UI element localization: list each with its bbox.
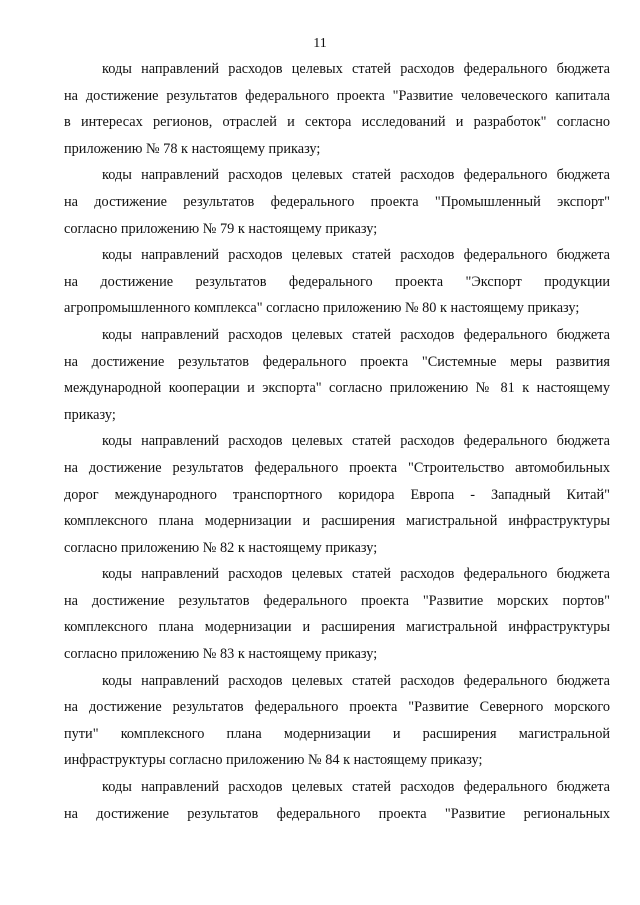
text-line: согласно приложению № 83 к настоящему приказу; bbox=[64, 646, 378, 663]
text-line: коды направлений расходов целевых статей расходов федерального бюджета bbox=[102, 247, 610, 264]
text-line: коды направлений расходов целевых статей расходов федерального бюджета bbox=[102, 61, 610, 77]
text-line: пути" комплексного плана модернизации и расширения магистральной bbox=[64, 725, 610, 742]
text-line: приложению № 78 к настоящему приказу; bbox=[64, 140, 321, 157]
text-line: на достижение результатов федерального проекта "Промышленный экспорт" bbox=[64, 193, 610, 210]
text-line: агропромышленного комплекса" согласно приложению № 80 к настоящему приказу; bbox=[64, 300, 580, 317]
text-line: на достижение результатов федерального проекта "Развитие морских портов" bbox=[64, 592, 610, 609]
paragraph bbox=[64, 242, 610, 322]
page-number: 11 bbox=[313, 36, 327, 51]
paragraph bbox=[64, 56, 610, 162]
text-line: коды направлений расходов целевых статей расходов федерального бюджета bbox=[102, 566, 610, 583]
text-line: комплексного плана модернизации и расширения магистральной инфраструктуры bbox=[64, 513, 610, 530]
text-line: дорог международного транспортного коридора Европа - Западный Китай" bbox=[64, 486, 610, 503]
text-line: инфраструктуры согласно приложению № 84 к настоящему приказу; bbox=[64, 752, 483, 769]
paragraph bbox=[64, 561, 610, 667]
paragraph bbox=[64, 668, 610, 774]
paragraph bbox=[64, 428, 610, 561]
text-line: коды направлений расходов целевых статей расходов федерального бюджета bbox=[102, 433, 610, 450]
document-body bbox=[64, 56, 610, 827]
paragraph bbox=[64, 322, 610, 428]
paragraph bbox=[64, 162, 610, 242]
text-line: коды направлений расходов целевых статей расходов федерального бюджета bbox=[102, 672, 610, 689]
paragraph bbox=[64, 774, 610, 827]
text-line: коды направлений расходов целевых статей расходов федерального бюджета bbox=[102, 326, 610, 343]
text-line: на достижение результатов федерального проекта "Строительство автомобильных bbox=[64, 459, 610, 476]
text-line: согласно приложению № 82 к настоящему приказу; bbox=[64, 539, 378, 556]
text-line: на достижение результатов федерального проекта "Развитие человеческого капитала bbox=[64, 87, 610, 104]
text-line: коды направлений расходов целевых статей расходов федерального бюджета bbox=[102, 779, 610, 796]
text-line: в интересах регионов, отраслей и сектора исследований и разработок" согласно bbox=[64, 114, 610, 131]
text-line: коды направлений расходов целевых статей расходов федерального бюджета bbox=[102, 167, 610, 184]
text-line: комплексного плана модернизации и расширения магистральной инфраструктуры bbox=[64, 619, 610, 636]
text-line: на достижение результатов федерального проекта "Развитие региональных bbox=[64, 805, 610, 822]
text-line: международной кооперации и экспорта" согласно приложению № 81 к настоящему bbox=[64, 380, 610, 397]
text-line: на достижение результатов федерального проекта "Экспорт продукции bbox=[64, 273, 610, 290]
text-line: приказу; bbox=[64, 406, 116, 423]
text-line: на достижение результатов федерального проекта "Развитие Северного морского bbox=[64, 699, 610, 716]
text-line: согласно приложению № 79 к настоящему приказу; bbox=[64, 220, 378, 237]
text-line: на достижение результатов федерального проекта "Системные меры развития bbox=[64, 353, 610, 370]
